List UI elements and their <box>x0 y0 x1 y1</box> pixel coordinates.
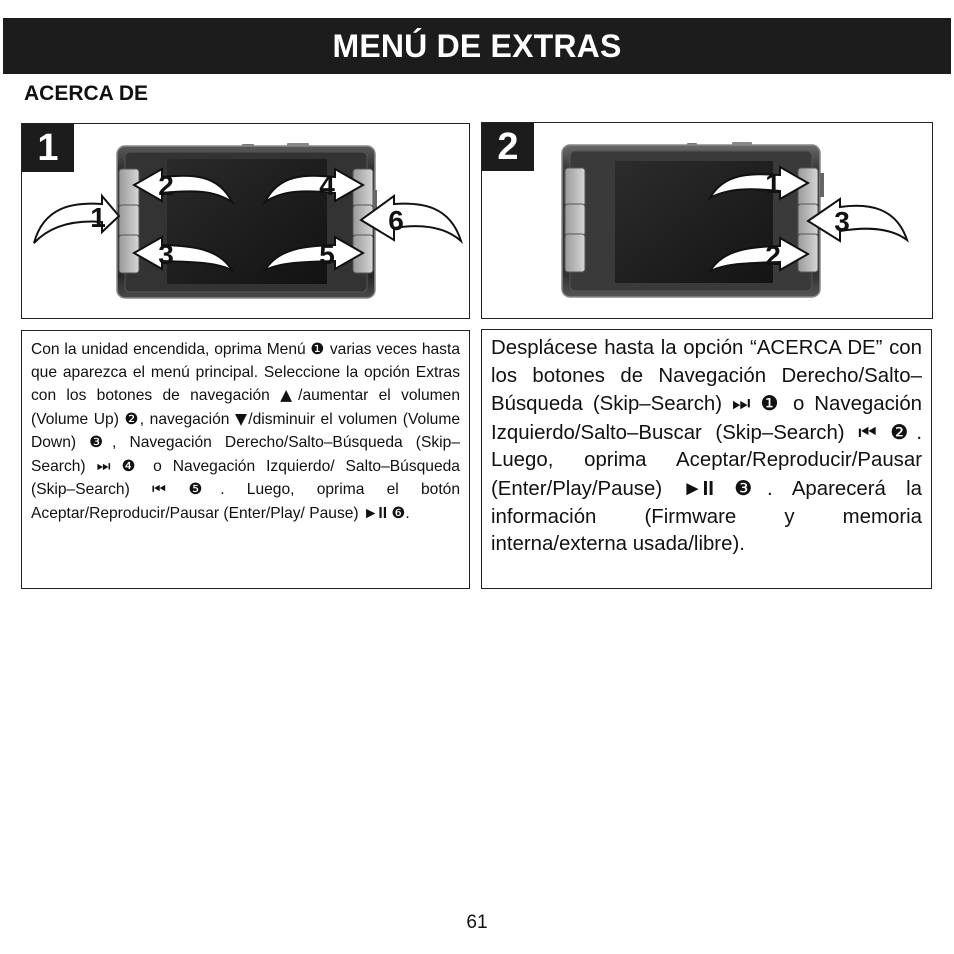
step-badge-1: 1 <box>22 124 74 172</box>
callout-number-1: 1 <box>90 202 106 233</box>
instruction-text-1: Con la unidad encendida, oprima Menú ❶ varias veces hasta que aparezca el menú principal. Seleccione la opción Extras con los botones de navegación ▲/aumentar el volumen (Volume Up) ❷, navegación ▼/disminuir el volumen (Volume Down) ❸, Navegación Derecho/Salto–Búsqueda (Skip–Search) ⏭ ❹ o Navegación Izquierdo/ Salto–Búsqueda (Skip–Search) ⏮ ❺. Luego, oprima el botón Aceptar/Reproducir/Pausar (Enter/Play/ Pause) ►II ❻. <box>31 340 461 522</box>
page-title-bar <box>3 18 951 74</box>
circled-number-5: ❺ <box>188 480 221 498</box>
device-illustration-2 <box>482 123 932 318</box>
up-triangle-icon: ▲ <box>280 386 299 404</box>
skip-back-icon: ⏮ <box>152 480 167 498</box>
page-title: MENÚ DE EXTRAS <box>332 27 622 64</box>
circled-number-4: ❹ <box>121 456 143 475</box>
step-badge-2: 2 <box>482 123 534 171</box>
circled-number-2: ❷ <box>890 419 917 444</box>
callout-number-1: 1 <box>765 168 781 199</box>
instruction-box-2 <box>481 329 932 589</box>
callout-number-3: 3 <box>158 239 174 270</box>
circled-number-3: ❸ <box>734 475 768 500</box>
play-pause-icon: ►II <box>682 477 714 500</box>
play-pause-icon: ►II <box>362 504 388 522</box>
skip-back-icon: ⏮ <box>858 419 877 444</box>
callout-number-3: 3 <box>834 206 850 237</box>
circled-number-3: ❸ <box>89 433 112 451</box>
circled-number-1: ❶ <box>310 340 326 358</box>
figure-step-1 <box>21 123 470 319</box>
callout-arrow-3 <box>808 199 907 241</box>
callout-number-5: 5 <box>319 239 335 270</box>
callout-number-4: 4 <box>319 170 335 201</box>
callout-number-6: 6 <box>388 205 404 236</box>
section-heading: ACERCA DE <box>24 82 149 105</box>
circled-number-6: ❻ <box>391 503 406 522</box>
skip-forward-icon: ⏭ <box>732 391 751 416</box>
down-triangle-icon: ▼ <box>235 409 249 428</box>
device-illustration-1 <box>22 124 469 318</box>
circled-number-2: ❷ <box>124 409 140 428</box>
instruction-box-1 <box>21 330 470 589</box>
callout-number-2: 2 <box>765 240 781 271</box>
circled-number-1: ❶ <box>760 391 783 416</box>
instruction-text-2: Desplácese hasta la opción “ACERCA DE” con los botones de Navegación Derecho/Salto–Búsqueda (Skip–Search) ⏭ ❶ o Navegación Izquierdo/Salto–Buscar (Skip–Search) ⏮ ❷. Luego, oprima Aceptar/Reproducir/Pausar (Enter/Play/Pause) ►II ❸. Aparecerá la información (Firmware y memoria interna/externa usada/libre). <box>491 337 923 556</box>
page-number: 61 <box>466 912 488 933</box>
callout-number-2: 2 <box>158 170 174 201</box>
callout-arrow-1 <box>34 196 119 243</box>
figure-step-2 <box>481 122 933 319</box>
skip-forward-icon: ⏭ <box>96 456 111 475</box>
